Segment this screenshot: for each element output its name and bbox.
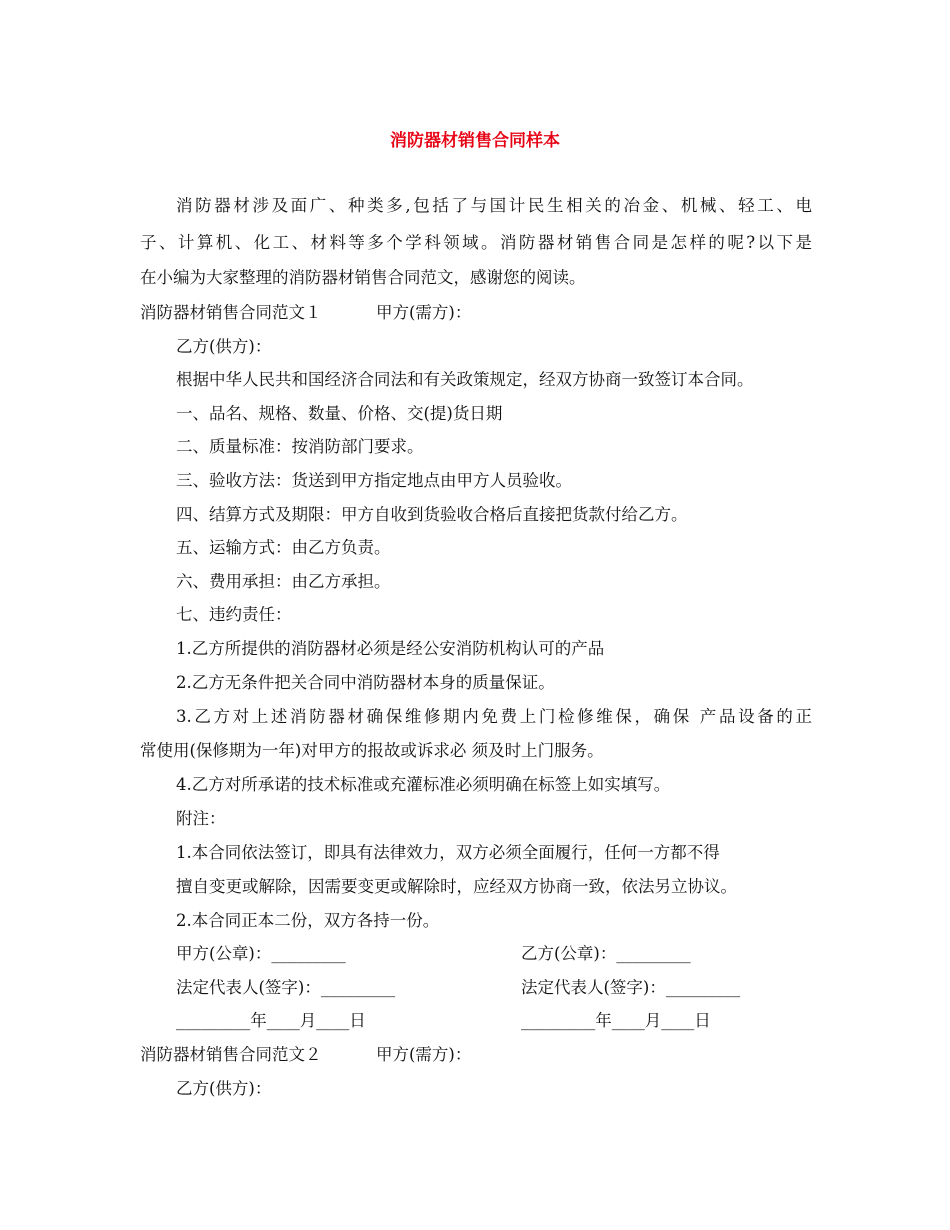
liability-3-cont: 常使用(保修期为一年)对甲方的报故或诉求必 须及时上门服务。	[140, 741, 604, 760]
contract2-party-a: 甲方(需方)：	[376, 1045, 472, 1064]
signature-date-b: _________年____月____日	[521, 1011, 711, 1030]
contract1-party-a: 甲方(需方)：	[376, 303, 472, 322]
signature-rep-a: 法定代表人(签字)：_________	[176, 978, 396, 997]
clause-6: 六、费用承担：由乙方承担。	[176, 572, 391, 591]
clause-1: 一、品名、规格、数量、价格、交(提)货日期	[176, 404, 503, 423]
signature-seal-b: 乙方(公章)：_________	[521, 944, 691, 963]
note-1-cont: 擅自变更或解除，因需要变更或解除时，应经双方协商一致，依法另立协议。	[176, 877, 737, 896]
clause-2: 二、质量标准：按消防部门要求。	[176, 437, 424, 456]
contract1-party-b: 乙方(供方)：	[176, 337, 272, 356]
liability-1: 1.乙方所提供的消防器材必须是经公安消防机构认可的产品	[176, 639, 605, 658]
signature-rep-b: 法定代表人(签字)：_________	[521, 978, 741, 997]
document-title: 消防器材销售合同样本	[390, 131, 560, 151]
note-2: 2.本合同正本二份，双方各持一份。	[176, 911, 440, 930]
liability-2: 2.乙方无条件把关合同中消防器材本身的质量保证。	[176, 673, 555, 692]
notes-label: 附注：	[176, 809, 226, 828]
intro-line-1: 消防器材涉及面广、种类多,包括了与国计民生相关的冶金、机械、轻工、电	[176, 196, 812, 215]
clause-7: 七、违约责任：	[176, 605, 292, 624]
clause-5: 五、运输方式：由乙方负责。	[176, 538, 391, 557]
intro-line-2: 子、计算机、化工、材料等多个学科领域。消防器材销售合同是怎样的呢?以下是	[140, 233, 812, 252]
contract1-preamble: 根据中华人民共和国经济合同法和有关政策规定，经双方协商一致签订本合同。	[176, 370, 754, 389]
clause-4: 四、结算方式及期限：甲方自收到货验收合格后直接把货款付给乙方。	[176, 505, 688, 524]
note-1: 1.本合同依法签订，即具有法律效力，双方必须全面履行，任何一方都不得	[176, 843, 720, 862]
intro-line-3: 在小编为大家整理的消防器材销售合同范文，感谢您的阅读。	[140, 268, 586, 287]
liability-3: 3.乙方对上述消防器材确保维修期内免费上门检修维保，确保 产品设备的正	[176, 707, 812, 726]
contract2-heading: 消防器材销售合同范文２	[140, 1045, 322, 1064]
signature-seal-a: 甲方(公章)：_________	[176, 944, 346, 963]
clause-3: 三、验收方法：货送到甲方指定地点由甲方人员验收。	[176, 471, 572, 490]
contract2-party-b: 乙方(供方)：	[176, 1079, 272, 1098]
signature-date-a: _________年____月____日	[176, 1011, 366, 1030]
liability-4: 4.乙方对所承诺的技术标准或充灌标准必须明确在标签上如实填写。	[176, 775, 671, 794]
contract1-heading: 消防器材销售合同范文１	[140, 303, 322, 322]
